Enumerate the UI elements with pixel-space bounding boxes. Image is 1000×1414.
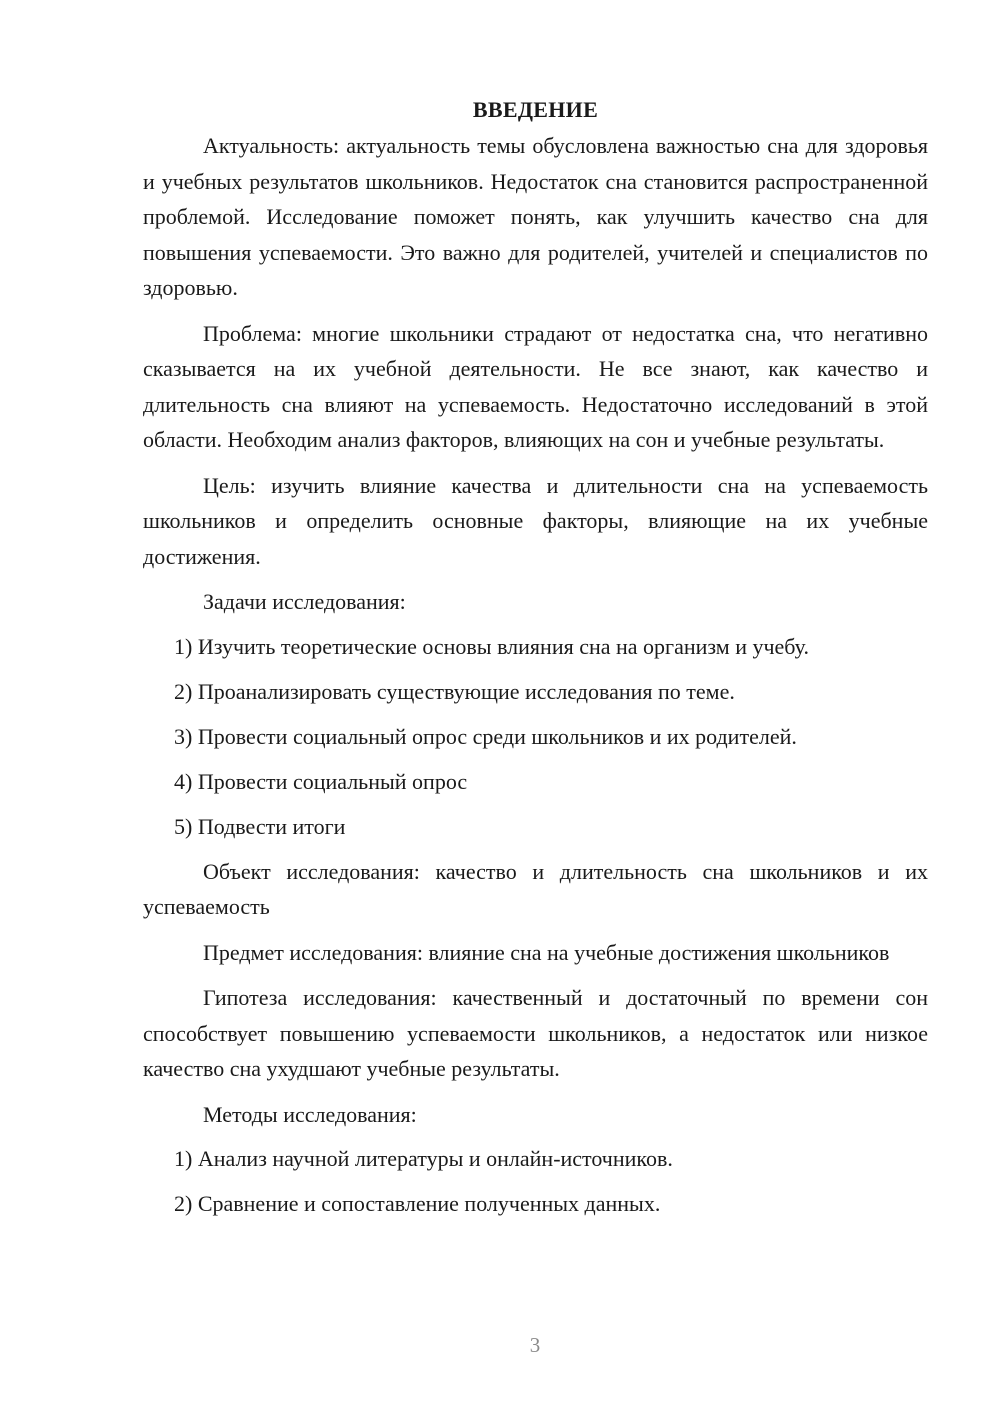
method-item: 1) Анализ научной литературы и онлайн-источников. [174, 1146, 673, 1171]
section-title: ВВЕДЕНИЕ [472, 97, 599, 122]
hypothesis-paragraph: Гипотеза исследования: качественный и достаточный по времени сон способствует повышению успеваемости школьников, а недостаток или низкое качество сна ухудшают учебные результаты. [143, 985, 928, 1081]
method-item: 2) Сравнение и сопоставление полученных данных. [174, 1191, 661, 1216]
page-number: 3 [529, 1333, 541, 1357]
task-item: 5) Подвести итоги [174, 813, 346, 839]
tasks-label: Задачи исследования: [203, 589, 406, 614]
task-item: 1) Изучить теоретические основы влияния сна на организм и учебу. [174, 633, 809, 659]
task-item: 2) Проанализировать существующие исследования по теме. [174, 678, 735, 704]
task-item: 4) Провести социальный опрос [174, 768, 468, 794]
relevance-paragraph: Актуальность: актуальность темы обусловлена важностью сна для здоровья и учебных результатов школьников. Недостаток сна становится распространенной проблемой. Исследование поможет понять, как улучшить качество сна для повышения успеваемости. Это важно для родителей, учителей и специалистов по здоровью. [143, 133, 928, 300]
goal-paragraph: Цель: изучить влияние качества и длительности сна на успеваемость школьников и определить основные факторы, влияющие на их учебные достижения. [143, 472, 928, 569]
task-item: 3) Провести социальный опрос среди школьников и их родителей. [174, 723, 797, 749]
methods-label: Методы исследования: [203, 1101, 417, 1127]
problem-paragraph: Проблема: многие школьники страдают от недостатка сна, что негативно сказывается на их учебной деятельности. Не все знают, как качество и длительность сна влияют на успеваемость. Недостаточно исследований в этой области. Необходим анализ факторов, влияющих на сон и учебные результаты. [143, 320, 928, 452]
object-paragraph: Объект исследования: качество и длительность сна школьников и их успеваемость [143, 858, 928, 919]
subject-paragraph: Предмет исследования: влияние сна на учебные достижения школьников [203, 939, 890, 965]
document-page [143, 93, 928, 1231]
